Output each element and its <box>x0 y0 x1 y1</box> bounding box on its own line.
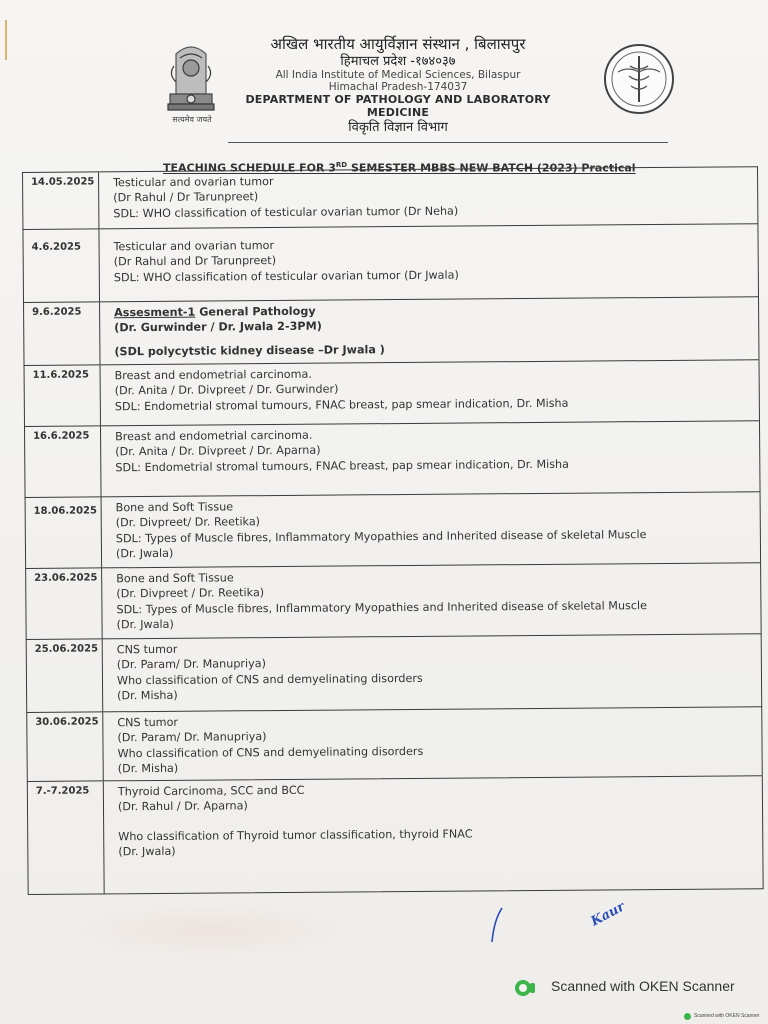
schedule-date: 18.06.2025 <box>26 497 103 568</box>
faculty-line: (Dr. Param/ Dr. Manupriya) <box>116 657 267 672</box>
topic-line: CNS tumor <box>117 715 179 730</box>
schedule-row <box>26 706 763 781</box>
emblem-motto: सत्यमेव जयते <box>172 115 212 124</box>
english-state: Himachal Pradesh-174037 <box>328 81 468 94</box>
topic-line: Thyroid Carcinoma, SCC and BCC <box>117 783 305 799</box>
faculty-line: (Dr. Anita / Dr. Divpreet / Dr. Gurwinder) <box>114 382 339 398</box>
sdl-faculty-line: (Dr. Jwala) <box>118 845 176 859</box>
schedule-date: 9.6.2025 <box>24 302 100 365</box>
hindi-department-name: विकृति विज्ञान विभाग <box>348 119 448 135</box>
sdl-line: (SDL polycytstic kidney disease –Dr Jwala ) <box>114 342 385 359</box>
hindi-institute-name: अखिल भारतीय आयुर्विज्ञान संस्थान , बिलासपुर <box>270 35 526 53</box>
sdl-faculty-line: (Dr. Jwala) <box>115 547 174 561</box>
topic-line: Breast and endometrial carcinoma. <box>115 428 313 444</box>
assessment-topic: General Pathology <box>195 304 316 319</box>
schedule-date: 14.05.2025 <box>23 172 99 229</box>
sdl-faculty-line: (Dr. Misha) <box>117 762 179 776</box>
oken-scanner-logo-icon <box>514 978 536 998</box>
sdl-line: SDL: Endometrial stromal tumours, FNAC breast, pap smear indication, Dr. Misha <box>115 457 570 475</box>
english-institute-name: All India Institute of Medical Sciences, Bilaspur <box>275 69 521 82</box>
schedule-content <box>104 776 763 893</box>
topic-line: CNS tumor <box>116 642 178 657</box>
sdl-line: SDL: Endometrial stromal tumours, FNAC breast, pap smear indication, Dr. Misha <box>114 396 569 414</box>
letterhead <box>228 36 568 135</box>
topic-line: Testicular and ovarian tumor <box>113 175 274 190</box>
faculty-line: (Dr. Gurwinder / Dr. Jwala 2-3PM) <box>114 320 322 335</box>
topic-line: Testicular and ovarian tumor <box>113 239 275 254</box>
topic-line: Bone and Soft Tissue <box>115 500 234 515</box>
scanner-watermark-small: Scanned with OKEN Scanner <box>694 1013 760 1019</box>
schedule-date: 11.6.2025 <box>25 365 101 426</box>
schedule-date: 23.06.2025 <box>26 568 103 639</box>
faculty-line: (Dr. Divpreet/ Dr. Reetika) <box>115 515 261 530</box>
header-divider <box>228 142 668 143</box>
schedule-content <box>103 634 762 711</box>
paper-smudge <box>60 900 360 960</box>
topic-line: Breast and endometrial carcinoma. <box>114 367 312 383</box>
schedule-date: 25.06.2025 <box>27 639 104 712</box>
faculty-line: (Dr Rahul / Dr Tarunpreet) <box>113 190 259 205</box>
schedule-table <box>22 166 764 895</box>
signature-stroke <box>488 906 506 946</box>
schedule-date: 30.06.2025 <box>27 712 104 781</box>
schedule-row <box>23 296 759 365</box>
schedule-content <box>100 297 758 364</box>
schedule-row <box>22 166 758 229</box>
faculty-line: (Dr Rahul and Dr Tarunpreet) <box>113 254 277 269</box>
faculty-line: (Dr. Param/ Dr. Manupriya) <box>117 730 267 745</box>
signature-text: Kaur <box>588 899 628 930</box>
scanner-watermark: Scanned with OKEN Scanner <box>551 978 735 994</box>
schedule-content <box>99 224 758 301</box>
sdl-line: SDL: Types of Muscle fibres, Inflammatory Myopathies and Inherited disease of skeletal Muscle <box>116 598 648 617</box>
schedule-row <box>24 359 760 426</box>
classification-line: Who classification of Thyroid tumor classification, thyroid FNAC <box>118 827 473 844</box>
title-superscript: RD <box>335 161 348 169</box>
schedule-content <box>99 167 757 228</box>
schedule-date: 16.6.2025 <box>25 426 102 497</box>
oken-small-logo-icon <box>684 1013 691 1020</box>
department-name: DEPARTMENT OF PATHOLOGY AND LABORATORY MEDICINE <box>245 92 551 119</box>
schedule-date: 4.6.2025 <box>23 229 100 302</box>
sdl-faculty-line: (Dr. Jwala) <box>116 618 174 632</box>
aiims-logo-icon <box>602 42 676 116</box>
sdl-line: SDL: WHO classification of testicular ovarian tumor (Dr Neha) <box>113 204 459 221</box>
schedule-row <box>25 491 762 568</box>
sdl-line: SDL: WHO classification of testicular ovarian tumor (Dr Jwala) <box>113 268 459 285</box>
sdl-faculty-line: (Dr. Misha) <box>117 689 178 703</box>
schedule-row <box>26 633 763 712</box>
schedule-content <box>101 360 759 425</box>
faculty-line: (Dr. Rahul / Dr. Aparna) <box>117 799 248 814</box>
schedule-content <box>103 707 762 780</box>
schedule-row <box>22 223 759 302</box>
schedule-row <box>24 420 761 497</box>
hindi-state: हिमाचल प्रदेश -१७४०३७ <box>340 53 456 69</box>
classification-line: Who classification of CNS and demyelinating disorders <box>117 744 424 761</box>
classification-line: Who classification of CNS and demyelinating disorders <box>116 671 423 688</box>
schedule-row <box>27 775 764 895</box>
edge-mark <box>5 20 7 60</box>
schedule-content <box>101 421 760 496</box>
schedule-date: 7.-7.2025 <box>28 781 105 894</box>
faculty-line: (Dr. Divpreet / Dr. Reetika) <box>116 586 265 601</box>
schedule-row <box>25 562 762 639</box>
schedule-content <box>102 492 761 567</box>
title-prefix: TEACHING SCHEDULE FOR 3 <box>163 161 336 175</box>
title-suffix: SEMESTER MBBS NEW BATCH (2023) Practical <box>347 161 636 175</box>
sdl-line: SDL: Types of Muscle fibres, Inflammatory Myopathies and Inherited disease of skeletal Muscle <box>115 527 647 546</box>
schedule-content <box>102 563 761 638</box>
faculty-line: (Dr. Anita / Dr. Divpreet / Dr. Aparna) <box>115 444 321 459</box>
topic-line: Bone and Soft Tissue <box>116 571 234 586</box>
assessment-label: Assesment-1 <box>114 305 196 320</box>
